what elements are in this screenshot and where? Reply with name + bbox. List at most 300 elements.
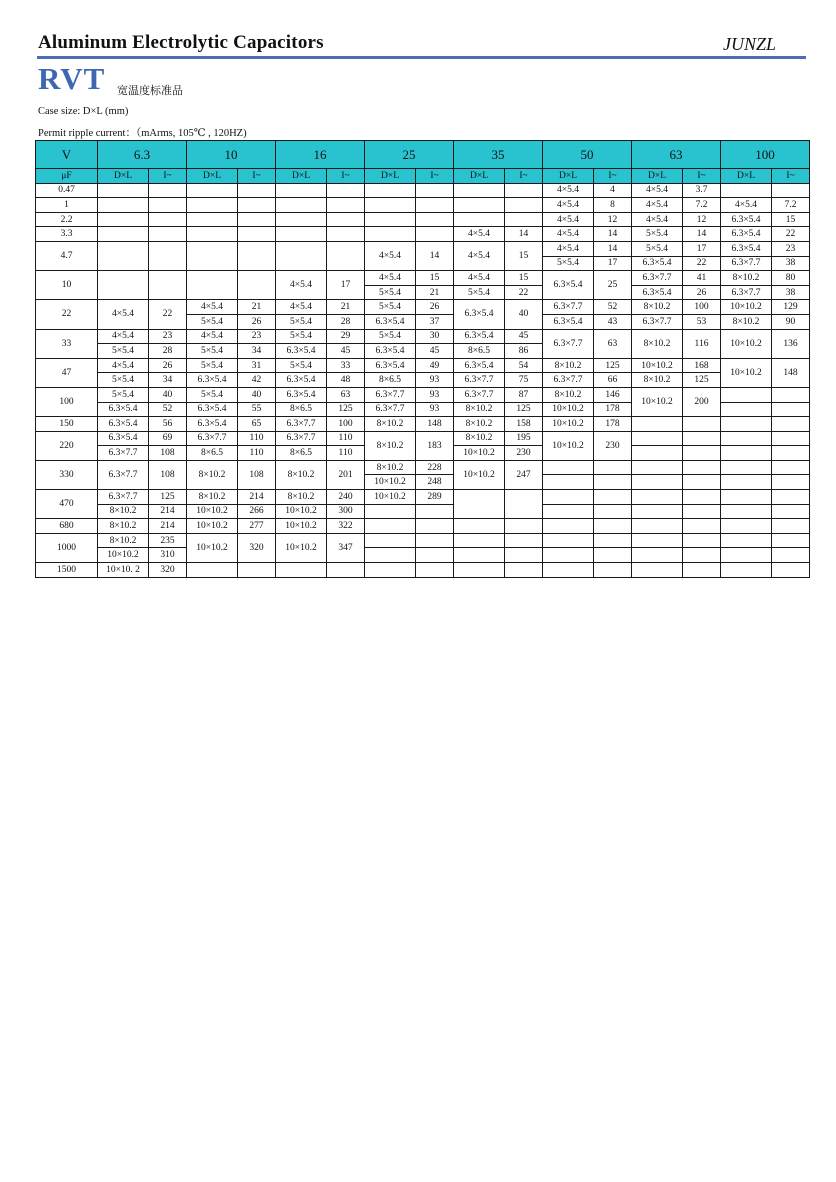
case-size-label: D×L <box>632 169 683 184</box>
ripple-current-cell: 14 <box>505 227 543 242</box>
ripple-current-cell <box>416 227 454 242</box>
sub-header-row <box>36 169 810 184</box>
case-size-cell <box>543 519 594 534</box>
case-size-cell: 4×5.4 <box>632 183 683 198</box>
case-size-cell: 4×5.4 <box>632 198 683 213</box>
ripple-current-cell: 28 <box>149 344 187 359</box>
table-row <box>36 373 810 388</box>
ripple-current-cell: 65 <box>238 417 276 432</box>
voltage-cell: 100 <box>721 141 810 169</box>
case-size-cell: 6.3×7.7 <box>543 329 594 358</box>
case-size-cell: 8×10.2 <box>632 373 683 388</box>
case-size-cell: 10×10.2 <box>454 446 505 461</box>
case-size-cell <box>632 563 683 578</box>
case-size-cell: 8×6.5 <box>276 446 327 461</box>
ripple-current-cell: 56 <box>149 417 187 432</box>
case-size-cell: 10×10.2 <box>721 358 772 387</box>
ripple-current-cell: 22 <box>149 300 187 329</box>
case-size-cell: 6.3×7.7 <box>454 373 505 388</box>
voltage-cell: 63 <box>632 141 721 169</box>
case-size-cell: 10×10.2 <box>276 504 327 519</box>
case-size-cell <box>543 533 594 548</box>
ripple-label: I~ <box>238 169 276 184</box>
case-size-cell <box>187 241 238 270</box>
ripple-current-cell <box>772 490 810 505</box>
ripple-current-cell <box>683 533 721 548</box>
case-size-cell: 4×5.4 <box>543 198 594 213</box>
case-size-cell: 10×10.2 <box>187 533 238 562</box>
case-size-cell: 4×5.4 <box>543 241 594 256</box>
case-size-cell: 8×10.2 <box>276 490 327 505</box>
ripple-current-cell: 277 <box>238 519 276 534</box>
ripple-current-cell <box>238 198 276 213</box>
case-size-cell: 10×10.2 <box>543 402 594 417</box>
case-size-cell: 4×5.4 <box>454 271 505 286</box>
case-size-cell: 10×10.2 <box>632 387 683 416</box>
ripple-label: I~ <box>416 169 454 184</box>
case-size-cell <box>721 460 772 475</box>
case-size-cell: 6.3×5.4 <box>543 271 594 300</box>
ripple-current-cell: 93 <box>416 373 454 388</box>
ripple-current-cell: 22 <box>772 227 810 242</box>
ripple-current-cell: 14 <box>683 227 721 242</box>
ripple-current-cell: 29 <box>327 329 365 344</box>
ripple-current-cell: 12 <box>594 212 632 227</box>
ripple-current-cell: 23 <box>772 241 810 256</box>
ripple-current-cell: 34 <box>238 344 276 359</box>
ripple-current-cell <box>683 519 721 534</box>
ripple-current-cell: 201 <box>327 460 365 489</box>
ripple-current-cell <box>238 563 276 578</box>
title-rule <box>37 56 806 59</box>
ripple-current-cell: 40 <box>149 387 187 402</box>
table-row <box>36 519 810 534</box>
case-size-cell <box>721 387 772 402</box>
case-size-cell: 10×10.2 <box>721 300 772 315</box>
ripple-current-cell: 38 <box>772 256 810 271</box>
case-size-cell: 5×5.4 <box>632 241 683 256</box>
ripple-current-cell: 30 <box>416 329 454 344</box>
table-row <box>36 548 810 563</box>
ripple-current-cell <box>416 563 454 578</box>
capacitance-cell: 0.47 <box>36 183 98 198</box>
capacitance-cell: 10 <box>36 271 98 300</box>
ripple-current-cell <box>772 548 810 563</box>
case-size-cell: 6.3×7.7 <box>187 431 238 446</box>
capacitance-cell: 1000 <box>36 533 98 562</box>
ripple-current-cell: 248 <box>416 475 454 490</box>
ripple-current-cell <box>683 431 721 446</box>
case-size-cell: 6.3×5.4 <box>721 212 772 227</box>
ripple-current-cell: 26 <box>149 358 187 373</box>
table-row <box>36 329 810 344</box>
capacitance-cell: 1500 <box>36 563 98 578</box>
ripple-current-cell: 41 <box>683 271 721 286</box>
case-size-cell: 5×5.4 <box>276 358 327 373</box>
ripple-current-cell: 23 <box>149 329 187 344</box>
table-row <box>36 183 810 198</box>
case-size-cell <box>543 504 594 519</box>
case-size-cell: 4×5.4 <box>543 212 594 227</box>
ripple-current-cell <box>149 212 187 227</box>
ripple-current-cell <box>594 504 632 519</box>
case-size-cell: 8×6.5 <box>276 402 327 417</box>
case-size-cell <box>276 563 327 578</box>
ripple-label: I~ <box>594 169 632 184</box>
ripple-current-cell: 15 <box>416 271 454 286</box>
ripple-current-cell <box>683 417 721 432</box>
case-size-cell: 6.3×5.4 <box>454 300 505 329</box>
case-size-cell: 8×10.2 <box>365 431 416 460</box>
ripple-current-cell <box>772 431 810 446</box>
table-row <box>36 241 810 256</box>
table-row <box>36 198 810 213</box>
case-size-cell <box>632 417 683 432</box>
ripple-label: I~ <box>505 169 543 184</box>
ripple-current-cell: 12 <box>683 212 721 227</box>
case-size-cell: 8×10.2 <box>543 387 594 402</box>
ripple-current-cell <box>683 490 721 505</box>
brand-name: JUNZL <box>722 34 776 54</box>
case-size-cell: 5×5.4 <box>98 344 149 359</box>
ripple-current-cell: 108 <box>238 460 276 489</box>
case-size-cell <box>721 475 772 490</box>
ripple-current-cell: 228 <box>416 460 454 475</box>
case-size-cell <box>632 504 683 519</box>
ripple-current-cell: 42 <box>238 373 276 388</box>
case-size-cell: 6.3×7.7 <box>276 431 327 446</box>
ripple-current-cell: 178 <box>594 402 632 417</box>
case-size-cell: 4×5.4 <box>365 271 416 286</box>
ripple-current-note: Permit ripple current：（mArms, 105℃ , 120HZ) <box>38 128 247 139</box>
ripple-current-cell: 66 <box>594 373 632 388</box>
ripple-label: I~ <box>149 169 187 184</box>
case-size-cell <box>543 490 594 505</box>
ripple-current-cell: 108 <box>149 446 187 461</box>
ripple-current-cell <box>416 183 454 198</box>
case-size-cell: 6.3×5.4 <box>632 285 683 300</box>
case-size-cell: 10×10.2 <box>276 533 327 562</box>
ripple-current-cell: 320 <box>149 563 187 578</box>
case-size-cell: 6.3×5.4 <box>454 329 505 344</box>
ripple-current-cell: 49 <box>416 358 454 373</box>
ripple-current-cell <box>772 504 810 519</box>
ripple-current-cell: 168 <box>683 358 721 373</box>
voltage-cell: 50 <box>543 141 632 169</box>
case-size-cell: 4×5.4 <box>721 198 772 213</box>
ripple-current-cell <box>416 504 454 519</box>
series-name: RVT <box>38 61 106 96</box>
ripple-current-cell: 116 <box>683 329 721 358</box>
ripple-current-cell: 45 <box>505 329 543 344</box>
case-size-cell: 4×5.4 <box>543 227 594 242</box>
case-size-cell <box>98 241 149 270</box>
case-size-cell: 10×10.2 <box>365 490 416 505</box>
ripple-current-cell <box>772 446 810 461</box>
voltage-label: V <box>36 141 98 169</box>
case-size-cell: 5×5.4 <box>187 358 238 373</box>
case-size-cell <box>365 563 416 578</box>
case-size-cell: 6.3×5.4 <box>276 373 327 388</box>
case-size-cell <box>721 504 772 519</box>
case-size-cell: 4×5.4 <box>454 241 505 270</box>
case-size-cell <box>187 227 238 242</box>
case-size-cell: 8×10.2 <box>721 314 772 329</box>
table-row <box>36 417 810 432</box>
ripple-current-cell: 15 <box>772 212 810 227</box>
case-size-cell <box>98 198 149 213</box>
ripple-current-cell: 48 <box>327 373 365 388</box>
case-size-cell <box>187 183 238 198</box>
case-size-cell <box>98 183 149 198</box>
voltage-cell: 10 <box>187 141 276 169</box>
ripple-current-cell <box>505 183 543 198</box>
table-row <box>36 271 810 286</box>
ripple-current-cell: 43 <box>594 314 632 329</box>
case-size-cell: 8×10.2 <box>98 533 149 548</box>
case-size-cell: 6.3×7.7 <box>632 314 683 329</box>
capacitance-cell: 470 <box>36 490 98 519</box>
case-size-cell <box>632 475 683 490</box>
ripple-current-cell: 28 <box>327 314 365 329</box>
case-size-cell <box>454 212 505 227</box>
ripple-current-cell <box>505 519 543 534</box>
case-size-cell: 6.3×7.7 <box>276 417 327 432</box>
ripple-current-cell <box>238 241 276 270</box>
ripple-current-cell: 69 <box>149 431 187 446</box>
ripple-current-cell: 310 <box>149 548 187 563</box>
case-size-cell: 10×10. 2 <box>98 563 149 578</box>
case-size-cell: 6.3×7.7 <box>454 387 505 402</box>
ripple-current-cell: 240 <box>327 490 365 505</box>
ripple-current-cell: 7.2 <box>683 198 721 213</box>
capacitance-cell: 3.3 <box>36 227 98 242</box>
ripple-current-cell: 110 <box>327 446 365 461</box>
case-size-cell <box>721 431 772 446</box>
case-size-label: D×L <box>454 169 505 184</box>
ripple-current-cell: 17 <box>594 256 632 271</box>
ripple-current-cell <box>683 504 721 519</box>
ripple-current-cell <box>416 533 454 548</box>
ripple-current-cell <box>683 446 721 461</box>
ripple-current-cell: 15 <box>505 271 543 286</box>
case-size-cell <box>454 198 505 213</box>
ripple-current-cell: 26 <box>416 300 454 315</box>
case-size-cell: 4×5.4 <box>632 212 683 227</box>
case-size-cell: 5×5.4 <box>187 314 238 329</box>
case-size-cell: 10×10.2 <box>187 519 238 534</box>
ripple-current-cell <box>772 460 810 475</box>
ripple-current-cell <box>416 212 454 227</box>
ripple-current-cell <box>772 533 810 548</box>
ripple-current-cell <box>238 271 276 300</box>
ripple-current-cell <box>594 475 632 490</box>
case-size-cell <box>721 402 772 417</box>
case-size-cell: 6.3×5.4 <box>365 358 416 373</box>
case-size-cell: 8×10.2 <box>365 460 416 475</box>
ripple-current-cell: 14 <box>594 227 632 242</box>
case-size-cell <box>632 490 683 505</box>
case-size-cell: 6.3×5.4 <box>187 402 238 417</box>
capacitance-cell: 330 <box>36 460 98 489</box>
case-size-cell <box>276 212 327 227</box>
ripple-current-cell <box>505 198 543 213</box>
ripple-current-cell: 347 <box>327 533 365 562</box>
case-size-cell: 4×5.4 <box>187 300 238 315</box>
case-size-cell <box>543 548 594 563</box>
ripple-current-cell <box>772 402 810 417</box>
ripple-current-cell: 86 <box>505 344 543 359</box>
case-size-cell <box>721 183 772 198</box>
ripple-current-cell: 214 <box>149 504 187 519</box>
case-size-cell: 6.3×5.4 <box>187 417 238 432</box>
case-size-cell: 10×10.2 <box>365 475 416 490</box>
ripple-current-cell: 63 <box>594 329 632 358</box>
ripple-current-cell: 21 <box>327 300 365 315</box>
case-size-cell: 8×10.2 <box>454 402 505 417</box>
case-size-cell: 5×5.4 <box>276 314 327 329</box>
ripple-current-cell <box>683 475 721 490</box>
ripple-current-cell: 125 <box>683 373 721 388</box>
ripple-current-cell: 100 <box>683 300 721 315</box>
ripple-current-cell <box>416 548 454 563</box>
case-size-cell: 8×10.2 <box>98 519 149 534</box>
ripple-current-cell <box>505 563 543 578</box>
capacitance-cell: 100 <box>36 387 98 416</box>
case-size-note: Case size: D×L (mm) <box>38 106 129 117</box>
ripple-current-cell: 93 <box>416 387 454 402</box>
capacitance-cell: 4.7 <box>36 241 98 270</box>
ripple-current-cell: 55 <box>238 402 276 417</box>
ripple-current-cell: 125 <box>149 490 187 505</box>
case-size-cell <box>187 563 238 578</box>
case-size-cell: 5×5.4 <box>98 387 149 402</box>
case-size-cell: 10×10.2 <box>454 460 505 489</box>
ripple-current-cell: 230 <box>594 431 632 460</box>
case-size-label: D×L <box>721 169 772 184</box>
ripple-current-cell: 125 <box>327 402 365 417</box>
ripple-current-cell <box>683 548 721 563</box>
ripple-current-cell: 148 <box>772 358 810 387</box>
ripple-current-cell: 230 <box>505 446 543 461</box>
capacitance-cell: 22 <box>36 300 98 329</box>
ripple-current-cell: 15 <box>505 241 543 270</box>
ripple-current-cell <box>149 183 187 198</box>
case-size-cell <box>632 519 683 534</box>
ripple-current-cell: 322 <box>327 519 365 534</box>
case-size-cell: 6.3×7.7 <box>543 300 594 315</box>
case-size-cell: 4×5.4 <box>276 300 327 315</box>
case-size-cell: 4×5.4 <box>454 227 505 242</box>
case-size-cell <box>98 271 149 300</box>
ripple-current-cell <box>505 212 543 227</box>
case-size-cell: 6.3×5.4 <box>454 358 505 373</box>
ripple-current-cell: 266 <box>238 504 276 519</box>
case-size-cell <box>454 563 505 578</box>
case-size-label: D×L <box>187 169 238 184</box>
ripple-current-cell <box>594 460 632 475</box>
case-size-cell <box>365 212 416 227</box>
ripple-current-cell: 14 <box>416 241 454 270</box>
ripple-current-cell: 129 <box>772 300 810 315</box>
ripple-current-cell <box>683 563 721 578</box>
case-size-cell: 8×6.5 <box>187 446 238 461</box>
ripple-current-cell: 22 <box>683 256 721 271</box>
case-size-cell: 5×5.4 <box>365 329 416 344</box>
ripple-label: I~ <box>327 169 365 184</box>
ripple-current-cell <box>327 212 365 227</box>
ripple-current-cell <box>772 563 810 578</box>
case-size-cell: 6.3×7.7 <box>721 256 772 271</box>
case-size-cell <box>276 241 327 270</box>
case-size-cell: 6.3×7.7 <box>365 402 416 417</box>
capacitance-cell: 33 <box>36 329 98 358</box>
ripple-current-cell: 53 <box>683 314 721 329</box>
case-size-cell <box>543 475 594 490</box>
case-size-cell: 10×10.2 <box>632 358 683 373</box>
case-size-cell: 6.3×5.4 <box>187 373 238 388</box>
capacitance-cell: 680 <box>36 519 98 534</box>
table-row <box>36 300 810 315</box>
ripple-current-cell: 38 <box>772 285 810 300</box>
case-size-cell <box>454 533 505 548</box>
case-size-cell <box>721 519 772 534</box>
ripple-current-cell: 52 <box>149 402 187 417</box>
case-size-cell: 10×10.2 <box>98 548 149 563</box>
ripple-current-cell: 289 <box>416 490 454 505</box>
case-size-cell: 10×10.2 <box>187 504 238 519</box>
case-size-cell <box>454 519 505 534</box>
case-size-cell: 4×5.4 <box>365 241 416 270</box>
case-size-cell: 6.3×5.4 <box>632 256 683 271</box>
case-size-cell <box>365 504 416 519</box>
ripple-current-cell: 17 <box>683 241 721 256</box>
ripple-current-cell: 195 <box>505 431 543 446</box>
case-size-cell: 5×5.4 <box>632 227 683 242</box>
ripple-current-cell <box>416 519 454 534</box>
ripple-current-cell <box>683 460 721 475</box>
ripple-current-cell: 87 <box>505 387 543 402</box>
ripple-current-cell <box>772 183 810 198</box>
case-size-cell <box>98 227 149 242</box>
case-size-cell <box>632 548 683 563</box>
ripple-current-cell: 90 <box>772 314 810 329</box>
case-size-cell <box>276 198 327 213</box>
voltage-header-row <box>36 141 810 169</box>
case-size-cell <box>454 183 505 198</box>
case-size-cell <box>187 198 238 213</box>
ripple-current-cell: 148 <box>416 417 454 432</box>
case-size-cell: 8×10.2 <box>632 329 683 358</box>
ripple-current-cell: 4 <box>594 183 632 198</box>
case-size-cell: 4×5.4 <box>98 329 149 344</box>
ripple-current-cell <box>327 563 365 578</box>
case-size-cell: 10×10.2 <box>276 519 327 534</box>
ripple-current-cell <box>505 533 543 548</box>
case-size-cell: 4×5.4 <box>276 271 327 300</box>
ripple-current-cell <box>327 198 365 213</box>
case-size-cell <box>365 198 416 213</box>
ripple-current-cell <box>505 490 543 519</box>
case-size-cell: 6.3×5.4 <box>365 344 416 359</box>
table-row <box>36 533 810 548</box>
ripple-current-cell: 7.2 <box>772 198 810 213</box>
ripple-current-cell: 110 <box>238 446 276 461</box>
case-size-cell <box>365 519 416 534</box>
ripple-current-cell <box>327 183 365 198</box>
ripple-current-cell: 146 <box>594 387 632 402</box>
case-size-cell <box>543 563 594 578</box>
